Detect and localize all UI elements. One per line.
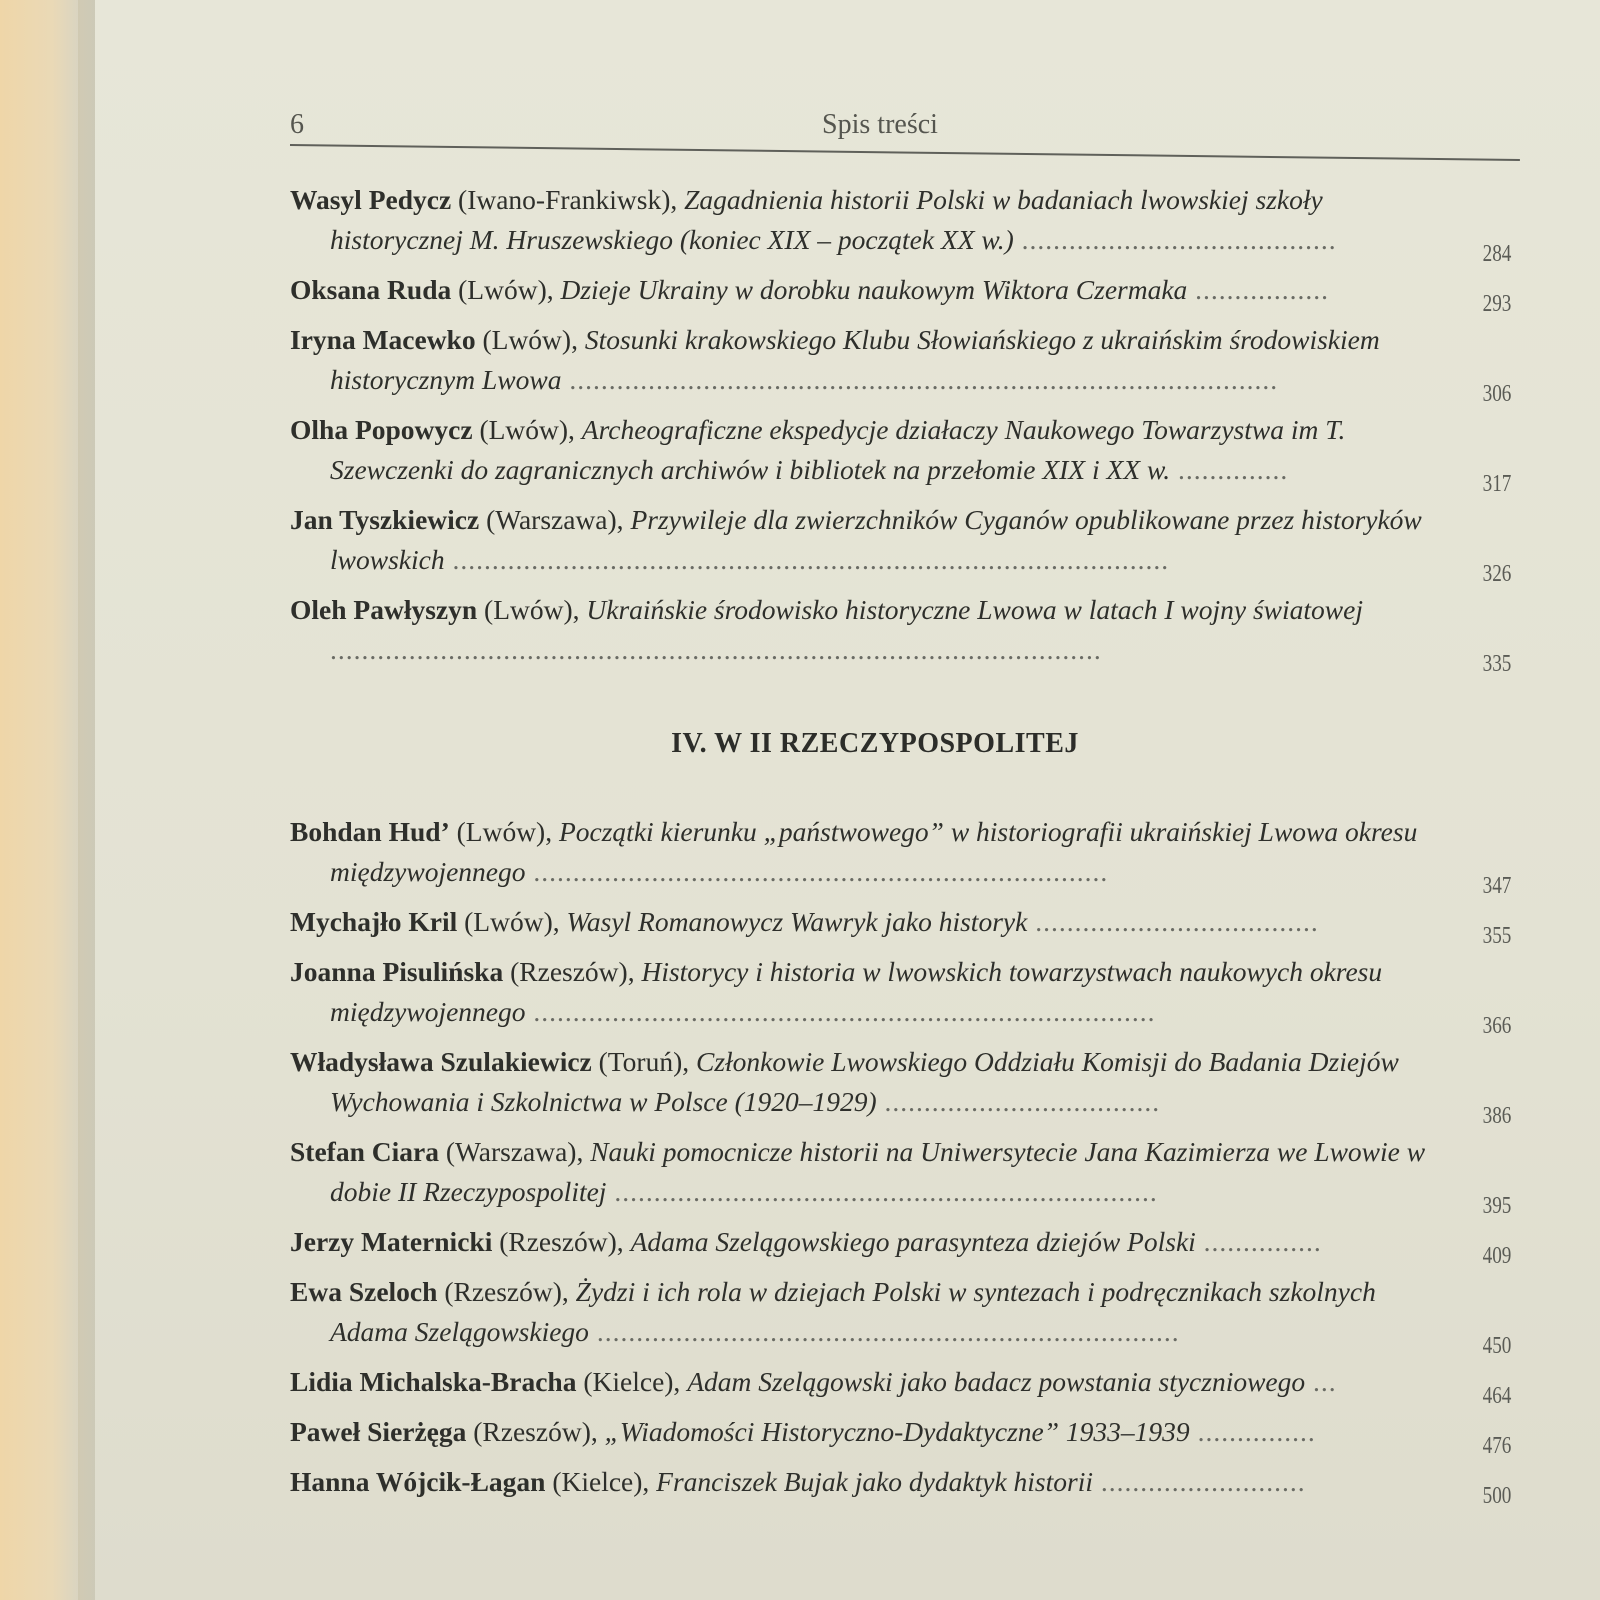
toc-entry-page: 293 <box>1482 291 1512 317</box>
toc-entry-author: Ewa Szeloch <box>290 1276 438 1307</box>
toc-entry-leader: .............. <box>1170 454 1289 485</box>
section-heading: IV. W II RZECZYPOSPOLITEJ <box>671 728 1079 759</box>
toc-entry-author: Jan Tyszkiewicz <box>290 504 480 535</box>
toc-entry-place: (Lwów), <box>475 324 585 355</box>
toc-entry-leader: ............................................................................... <box>525 996 1156 1027</box>
toc-entry-leader: ............... <box>1195 1226 1322 1257</box>
toc-entry-title: Zagadnienia historii Polski w badaniach lwowskiej szkoły historycznej M. Hruszewskiego (koniec XIX – początek XX w.) <box>330 184 1323 255</box>
toc-entry-page: 306 <box>1482 381 1512 407</box>
toc-entry-page: 335 <box>1482 651 1512 677</box>
toc-entry-title: Wasyl Romanowycz Wawryk jako historyk <box>566 906 1028 937</box>
toc-entry-page: 317 <box>1482 471 1512 497</box>
toc-entry-author: Oksana Ruda <box>290 274 452 305</box>
toc-entry <box>290 1222 1520 1269</box>
toc-entry-place: (Kielce), <box>545 1466 657 1497</box>
toc-entry-title: Adam Szelągowski jako badacz powstania styczniowego <box>687 1366 1306 1397</box>
toc-entry-page: 326 <box>1482 561 1512 587</box>
toc-entry-author: Wasyl Pedycz <box>290 184 452 215</box>
toc-entry-leader: .......................................................................... <box>588 1316 1180 1347</box>
toc-entry-author: Władysława Szulakiewicz <box>290 1046 592 1077</box>
toc-entry-place: (Rzeszów), <box>466 1416 605 1447</box>
toc-entry-leader: ... <box>1305 1366 1337 1397</box>
page-number: 6 <box>290 109 304 140</box>
toc-entry <box>290 270 1520 317</box>
toc-entry-title: „Wiadomości Historyczno-Dydaktyczne” 1933–1939 <box>604 1416 1190 1447</box>
toc-entry-page: 284 <box>1482 241 1512 267</box>
toc-entry-place: (Lwów), <box>472 414 582 445</box>
toc-entry-leader: .......................................................................................... <box>561 364 1279 395</box>
toc-entry-title: Żydzi i ich rola w dziejach Polski w syntezach i podręcznikach szkolnych Adama Szelągowskiego <box>330 1276 1376 1347</box>
toc-entry-page: 347 <box>1482 873 1512 899</box>
toc-entry-title: Adama Szelągowskiego parasynteza dziejów Polski <box>630 1226 1196 1257</box>
toc-entry-author: Lidia Michalska-Bracha <box>290 1366 577 1397</box>
toc-entry-author: Joanna Pisulińska <box>290 956 504 987</box>
toc-entry-place: (Rzeszów), <box>437 1276 576 1307</box>
toc-entry-title: Przywileje dla zwierzchników Cyganów opublikowane przez historyków lwowskich <box>330 504 1422 575</box>
toc-entry <box>290 1042 1520 1129</box>
toc-entry-author: Mychajło Kril <box>290 906 458 937</box>
toc-entry-place: (Rzeszów), <box>503 956 642 987</box>
toc-entry <box>290 1412 1520 1459</box>
toc-entry-place: (Rzeszów), <box>492 1226 631 1257</box>
toc-entry <box>290 500 1520 587</box>
toc-entry <box>290 320 1520 407</box>
page-header <box>290 105 1470 145</box>
toc-entry-leader: ........................................................................................... <box>444 544 1170 575</box>
toc-entry-place: (Kielce), <box>576 1366 688 1397</box>
toc-entry-author: Paweł Sierżęga <box>290 1416 467 1447</box>
toc-entry-place: (Lwów), <box>451 274 561 305</box>
toc-entry-author: Jerzy Maternicki <box>290 1226 493 1257</box>
toc-entry-author: Stefan Ciara <box>290 1136 439 1167</box>
toc-entry <box>290 952 1520 1039</box>
toc-entry-leader: ................................... <box>876 1086 1161 1117</box>
toc-entry-leader: .................................................................................................. <box>330 634 1102 665</box>
toc-entry-page: 450 <box>1482 1333 1512 1359</box>
toc-entry-place: (Lwów), <box>449 816 559 847</box>
toc-entry-leader: ........................................ <box>1013 224 1337 255</box>
toc-entry <box>290 1462 1520 1509</box>
toc-entry-leader: .................................... <box>1027 906 1319 937</box>
toc-entry-page: 386 <box>1482 1103 1512 1129</box>
toc-entry-page: 476 <box>1482 1433 1512 1459</box>
toc-entry <box>290 1362 1520 1409</box>
running-title: Spis treści <box>822 109 938 140</box>
toc-entry-place: (Warszawa), <box>479 504 631 535</box>
toc-entry-title: Początki kierunku „państwowego” w historiografii ukraińskiej Lwowa okresu międzywojennego <box>330 816 1418 887</box>
toc-entry-title: Historycy i historia w lwowskich towarzystwach naukowych okresu międzywojennego <box>330 956 1383 1027</box>
toc-entry-author: Bohdan Hud’ <box>290 816 450 847</box>
toc-entry-page: 500 <box>1482 1483 1512 1509</box>
toc-entry <box>290 410 1520 497</box>
toc-entry-author: Hanna Wójcik-Łagan <box>290 1466 546 1497</box>
toc-entry-place: (Toruń), <box>591 1046 696 1077</box>
toc-entry-place: (Lwów), <box>477 594 587 625</box>
toc-entry-leader: ............... <box>1189 1416 1316 1447</box>
toc-entry-title: Dzieje Ukrainy w dorobku naukowym Wiktora Czermaka <box>560 274 1188 305</box>
toc-group-previous-section <box>290 180 1520 677</box>
toc-entry-page: 366 <box>1482 1013 1512 1039</box>
toc-entry-page: 355 <box>1482 923 1512 949</box>
toc-entry <box>290 180 1520 267</box>
toc-entry-leader: ......................................................................... <box>525 856 1109 887</box>
toc-entry-title: Ukraińskie środowisko historyczne Lwowa w latach I wojny światowej <box>586 594 1363 625</box>
toc-entry-author: Oleh Pawłyszyn <box>290 594 478 625</box>
toc-entry-page: 464 <box>1482 1383 1512 1409</box>
toc-entry <box>290 1272 1520 1359</box>
toc-entry-author: Iryna Macewko <box>290 324 476 355</box>
toc-entry <box>290 812 1520 899</box>
toc-entry-title: Członkowie Lwowskiego Oddziału Komisji do Badania Dziejów Wychowania i Szkolnictwa w Polsce (1920–1929) <box>330 1046 1399 1117</box>
toc-entry <box>290 902 1520 949</box>
toc-entry-author: Olha Popowycz <box>290 414 473 445</box>
table-of-contents <box>290 180 1520 1512</box>
toc-entry-title: Nauki pomocnicze historii na Uniwersytecie Jana Kazimierza we Lwowie w dobie II Rzeczypospolitej <box>330 1136 1426 1207</box>
toc-entry-place: (Warszawa), <box>438 1136 591 1167</box>
toc-entry-place: (Lwów), <box>457 906 567 937</box>
toc-entry <box>290 590 1520 677</box>
toc-entry-place: (Iwano-Frankiwsk), <box>451 184 685 215</box>
toc-group-section-iv <box>290 812 1520 1509</box>
toc-entry-page: 395 <box>1482 1193 1512 1219</box>
toc-entry-title: Stosunki krakowskiego Klubu Słowiańskiego z ukraińskim środowiskiem historycznym Lwowa <box>330 324 1380 395</box>
toc-entry <box>290 1132 1520 1219</box>
toc-entry-page: 409 <box>1482 1243 1512 1269</box>
toc-entry-title: Franciszek Bujak jako dydaktyk historii <box>656 1466 1093 1497</box>
toc-entry-leader: .......................... <box>1093 1466 1306 1497</box>
toc-entry-leader: ................. <box>1187 274 1330 305</box>
toc-entry-leader: ..................................................................... <box>606 1176 1158 1207</box>
toc-entry-title: Archeograficzne ekspedycje działaczy Naukowego Towarzystwa im T. Szewczenki do zagranicznych archiwów i bibliotek na przełomie XIX i XX w. <box>330 414 1346 485</box>
